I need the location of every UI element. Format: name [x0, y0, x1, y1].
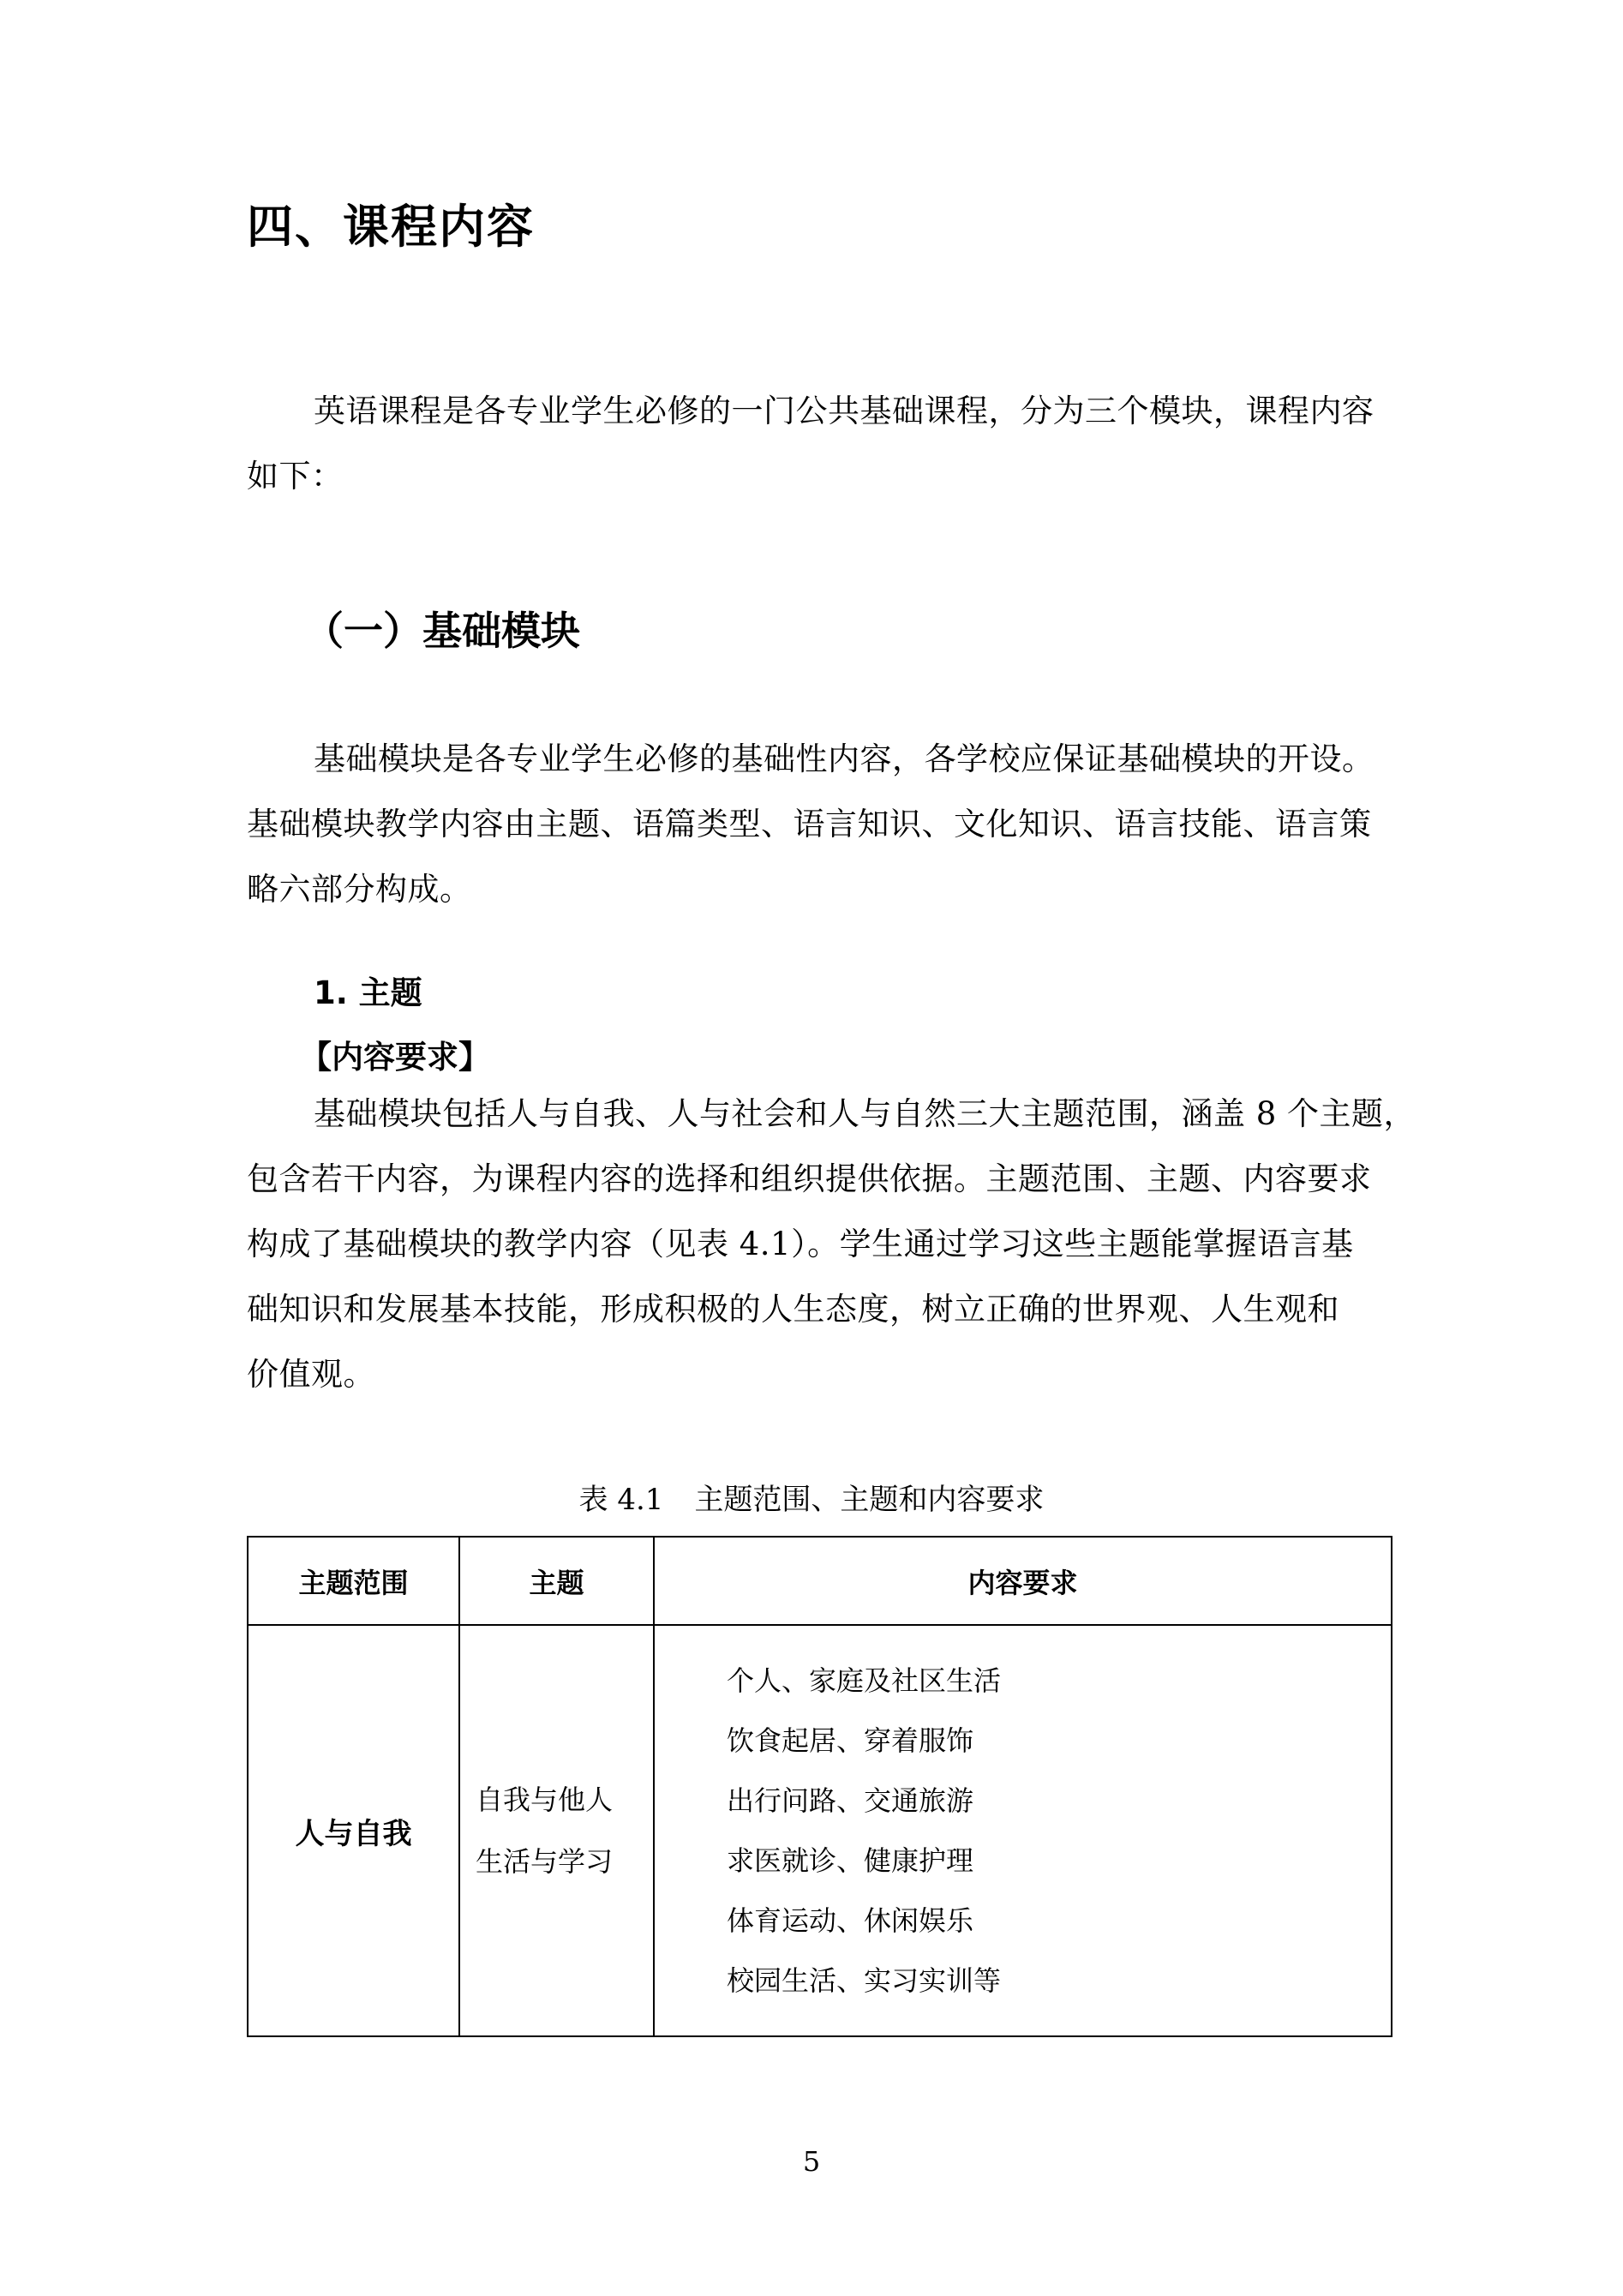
body-paragraph-line: 基础模块包括人与自我、人与社会和人与自然三大主题范围，涵盖 8 个主题， — [314, 1095, 1416, 1132]
section-heading: （一）基础模块 — [304, 608, 580, 654]
content-item: 个人、家庭及社区生活 — [727, 1664, 1002, 1697]
section-paragraph-line: 基础模块是各专业学生必修的基础性内容，各学校应保证基础模块的开设。 — [314, 740, 1374, 777]
cell-range: 人与自我 — [248, 1625, 459, 2036]
intro-line: 如下： — [247, 458, 344, 495]
body-paragraph-line: 价值观。 — [247, 1356, 375, 1393]
content-item: 体育运动、休闲娱乐 — [727, 1904, 974, 1937]
header-content: 内容要求 — [654, 1537, 1392, 1625]
cell-contents — [654, 1625, 1392, 2036]
content-item: 校园生活、实习实训等 — [727, 1964, 1002, 1997]
header-topic: 主题 — [459, 1537, 654, 1625]
content-item: 求医就诊、健康护理 — [727, 1844, 974, 1877]
intro-line: 英语课程是各专业学生必修的一门公共基础课程，分为三个模块，课程内容 — [314, 393, 1374, 429]
page-heading: 四、课程内容 — [247, 200, 535, 254]
page-number: 5 — [802, 2145, 821, 2178]
body-paragraph-line: 包含若干内容，为课程内容的选择和组织提供依据。主题范围、主题、内容要求 — [247, 1160, 1372, 1197]
content-item: 出行问路、交通旅游 — [727, 1784, 974, 1817]
table-caption-title: 主题范围、主题和内容要求 — [694, 1483, 1045, 1517]
table-header-row — [248, 1537, 1392, 1625]
topic-table — [247, 1536, 1392, 2037]
body-paragraph — [247, 1082, 1416, 1407]
header-range: 主题范围 — [248, 1537, 459, 1625]
table-row — [248, 1625, 1392, 2036]
content-item: 饮食起居、穿着服饰 — [727, 1724, 974, 1757]
table-caption-number: 表 4.1 — [578, 1483, 664, 1517]
requirement-label: 【内容要求】 — [300, 1039, 490, 1076]
body-paragraph-line: 础知识和发展基本技能，形成积极的人生态度，树立正确的世界观、人生观和 — [247, 1291, 1339, 1328]
topic-item: 生活与学习 — [476, 1845, 614, 1878]
intro-paragraph — [247, 379, 1391, 509]
section-paragraph-line: 基础模块教学内容由主题、语篇类型、语言知识、文化知识、语言技能、语言策 — [247, 806, 1372, 842]
table-caption — [0, 1476, 1623, 1518]
body-paragraph-line: 构成了基础模块的教学内容（见表 4.1）。学生通过学习这些主题能掌握语言基 — [247, 1226, 1354, 1262]
section-paragraph-line: 略六部分构成。 — [247, 871, 472, 908]
cell-topics — [459, 1625, 654, 2036]
subsection-heading: 1. 主题 — [314, 974, 422, 1011]
topic-item: 自我与他人 — [476, 1783, 614, 1816]
section-paragraph — [247, 727, 1391, 922]
